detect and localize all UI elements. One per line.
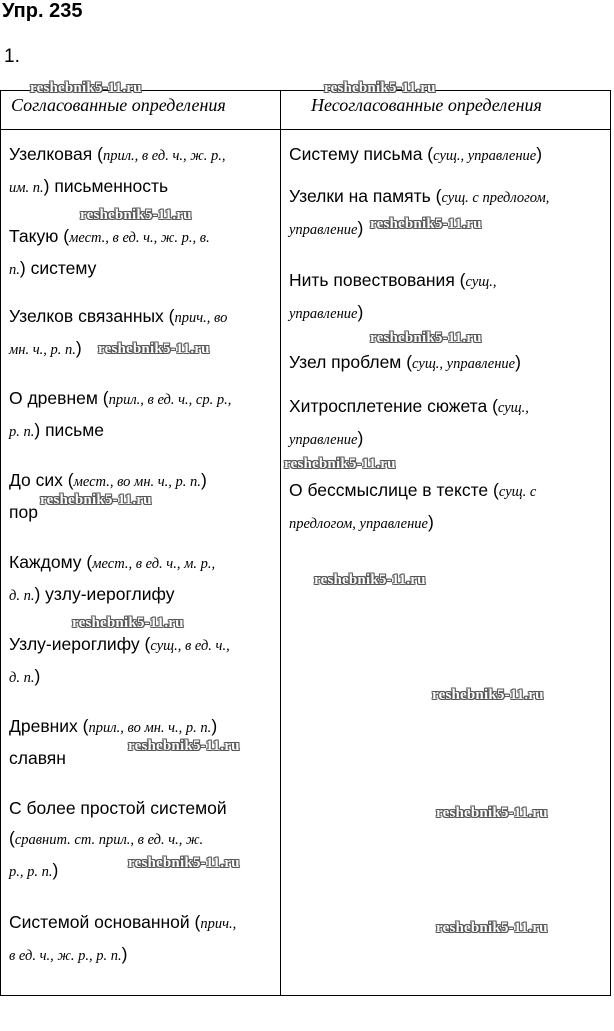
column-divider [280, 91, 281, 995]
right-entry-1: Систему письма (сущ., управление) [289, 144, 543, 164]
watermark: reshebnik5-11.ru [284, 456, 396, 472]
left-entry-1: Узелковая (прил., в ед. ч., ж. р., им. п.) письменность [9, 144, 226, 196]
left-entry-7: Узлу-иероглифу (сущ., в ед. ч., д. п.) [9, 634, 230, 686]
left-entry-5: До сих (мест., во мн. ч., р. п.) пор [9, 470, 207, 522]
right-entry-6: О бессмыслице в тексте (сущ. с предлогом, управление) [289, 480, 537, 532]
watermark: reshebnik5-11.ru [128, 855, 240, 871]
watermark: reshebnik5-11.ru [80, 207, 192, 223]
watermark: reshebnik5-11.ru [30, 80, 142, 96]
header-nonagreed: Несогласованные определения [311, 95, 542, 115]
left-entry-9: С более простой системой (сравнит. ст. прил., в ед. ч., ж. р., р. п.) [9, 798, 227, 880]
header-divider [1, 129, 610, 130]
left-entry-3: Узелков связанных (прич., во мн. ч., р. п.) [9, 306, 228, 358]
watermark: reshebnik5-11.ru [72, 615, 184, 631]
left-entry-6: Каждому (мест., в ед. ч., м. р., д. п.) узлу-иероглифу [9, 552, 216, 604]
right-entry-5: Хитросплетение сюжета (сущ., управление) [289, 396, 529, 448]
definitions-table [0, 90, 611, 996]
watermark: reshebnik5-11.ru [370, 330, 482, 346]
left-entry-10: Системой основанной (прич., в ед. ч., ж. р., р. п.) [9, 912, 237, 964]
exercise-title: Упр. 235 [2, 0, 83, 22]
watermark: reshebnik5-11.ru [314, 572, 426, 588]
left-entry-4: О древнем (прил., в ед. ч., ср. р., р. п.) письме [9, 388, 232, 440]
watermark: reshebnik5-11.ru [40, 492, 152, 508]
right-entry-2: Узелки на память (сущ. с предлогом, управление) [289, 186, 550, 238]
watermark: reshebnik5-11.ru [128, 738, 240, 754]
watermark: reshebnik5-11.ru [324, 80, 436, 96]
left-entry-8: Древних (прил., во мн. ч., р. п.) славян [9, 716, 218, 768]
header-agreed: Согласованные определения [11, 95, 226, 115]
right-entry-3: Нить повествования (сущ., управление) [289, 270, 497, 322]
watermark: reshebnik5-11.ru [370, 216, 482, 232]
watermark: reshebnik5-11.ru [432, 687, 544, 703]
watermark: reshebnik5-11.ru [436, 805, 548, 821]
left-entry-2: Такую (мест., в ед. ч., ж. р., в. п.) систему [9, 226, 210, 278]
watermark: reshebnik5-11.ru [436, 920, 548, 936]
item-number: 1. [4, 46, 20, 67]
right-entry-4: Узел проблем (сущ., управление) [289, 352, 521, 372]
watermark: reshebnik5-11.ru [98, 341, 210, 357]
